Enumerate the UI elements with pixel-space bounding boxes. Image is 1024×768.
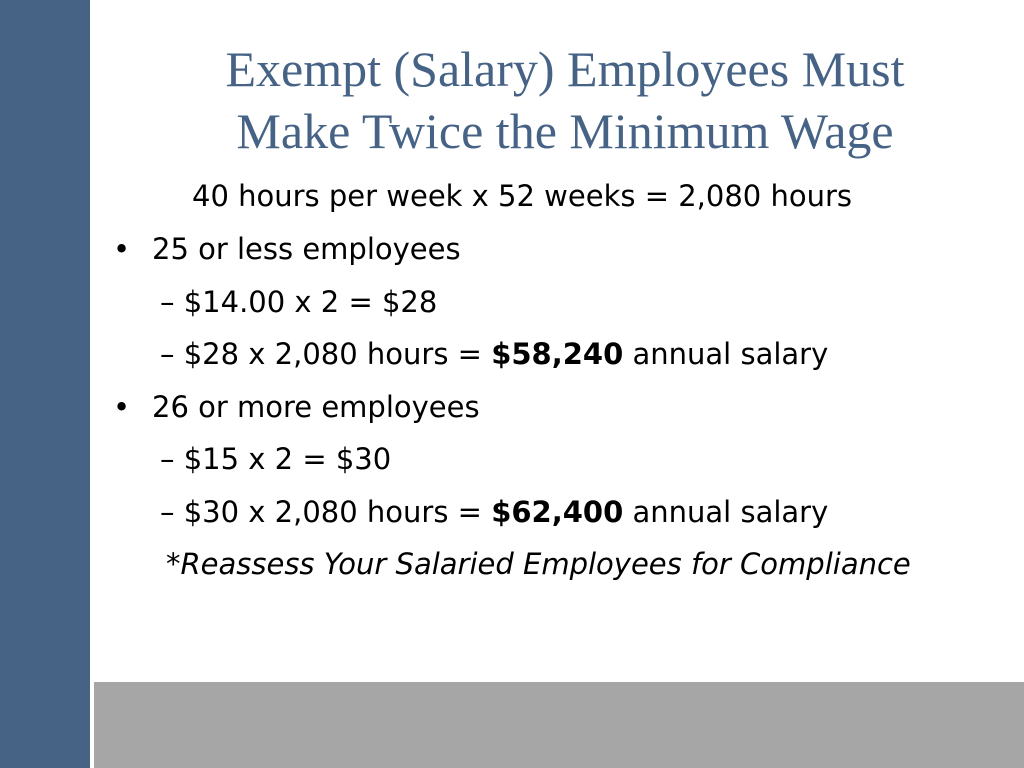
sub-item	[160, 284, 437, 320]
bullet-item-25-or-less: 25 or less employees	[152, 232, 461, 266]
bullet-item-26-or-more: 26 or more employees	[152, 390, 480, 424]
sub-item-suffix: annual salary	[623, 495, 829, 529]
left-accent-bar	[0, 0, 90, 768]
title-line-2: Make Twice the Minimum Wage	[236, 103, 894, 159]
bullet-icon: •	[113, 232, 131, 266]
sub-item-prefix: $30 x 2,080 hours =	[183, 495, 492, 529]
compliance-note-text: *Reassess Your Salaried Employees for Compliance	[166, 547, 911, 581]
dash-icon: –	[160, 337, 175, 371]
bottom-band	[94, 682, 1024, 768]
annual-salary-amount: $62,400	[491, 495, 624, 529]
sub-item	[160, 336, 828, 372]
sub-item	[160, 494, 828, 530]
slide-title	[120, 38, 1010, 162]
sub-item-suffix: annual salary	[623, 337, 829, 371]
compliance-note	[166, 546, 911, 582]
title-line-1: Exempt (Salary) Employees Must	[225, 41, 905, 97]
sub-item-text: $14.00 x 2 = $28	[183, 285, 438, 319]
dash-icon: –	[160, 495, 175, 529]
sub-item-prefix: $28 x 2,080 hours =	[183, 337, 492, 371]
sub-item	[160, 441, 391, 477]
sub-item-text: $15 x 2 = $30	[183, 442, 392, 476]
intro-text: 40 hours per week x 52 weeks = 2,080 hours	[192, 179, 852, 213]
dash-icon: –	[160, 285, 175, 319]
annual-salary-amount: $58,240	[491, 337, 624, 371]
bullet-icon: •	[113, 390, 131, 424]
dash-icon: –	[160, 442, 175, 476]
